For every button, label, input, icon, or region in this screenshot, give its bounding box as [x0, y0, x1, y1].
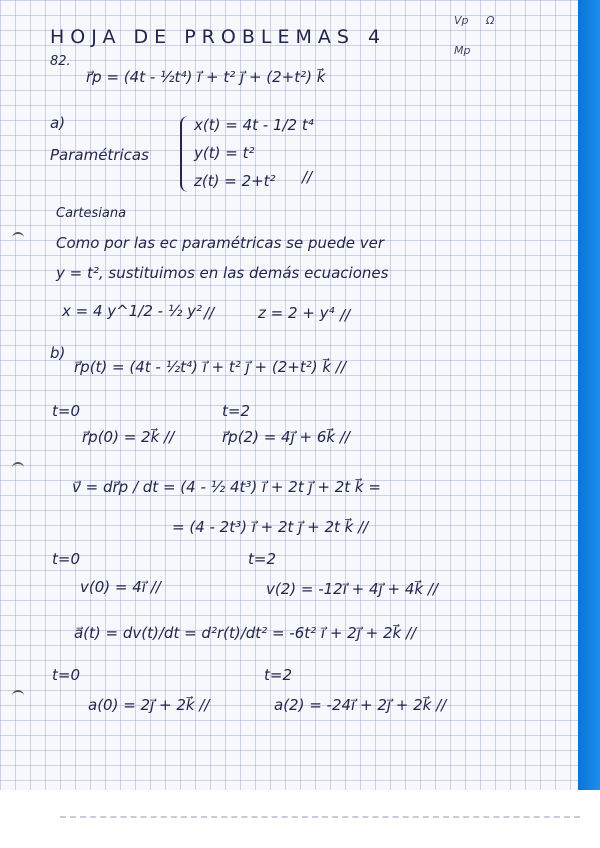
t0-label: t=0	[52, 550, 80, 568]
check-mark: //	[204, 304, 215, 322]
corner-note	[452, 12, 522, 67]
scan-shadow	[60, 816, 580, 820]
a2-result: a(2) = -24i⃗ + 2j⃗ + 2k⃗ //	[274, 696, 447, 714]
a0-result: a(0) = 2j⃗ + 2k⃗ //	[88, 696, 210, 714]
acceleration-definition: a⃗(t) = dv(t)/dt = d²r(t)/dt² = -6t² i⃗ + 2j⃗ + 2k⃗ //	[74, 624, 417, 642]
cartesian-z-equation: z = 2 + y⁴	[258, 304, 335, 322]
check-mark: //	[302, 168, 313, 186]
problem-equation: r⃗p = (4t - ½t⁴) i⃗ + t² j⃗ + (2+t²) k⃗	[86, 68, 326, 86]
t0-label: t=0	[52, 666, 80, 684]
check-mark: //	[340, 306, 351, 324]
z-param-equation: z(t) = 2+t²	[194, 172, 276, 190]
part-a-label: a)	[50, 114, 66, 132]
punch-hole-mark	[12, 690, 24, 698]
v0-result: v(0) = 4i⃗ //	[80, 578, 161, 596]
rp2-result: r⃗p(2) = 4j⃗ + 6k⃗ //	[222, 428, 350, 446]
brace	[180, 116, 190, 192]
punch-hole-mark	[12, 232, 24, 240]
page-title: HOJA DE PROBLEMAS	[50, 26, 355, 48]
text-line: y = t², sustituimos en las demás ecuaciones	[56, 264, 389, 282]
rp0-result: r⃗p(0) = 2k⃗ //	[82, 428, 175, 446]
cartesiana-label: Cartesiana	[56, 206, 127, 221]
rp-equation: r⃗p(t) = (4t - ½t⁴) i⃗ + t² j⃗ + (2+t²) k⃗ //	[74, 358, 346, 376]
y-param-equation: y(t) = t²	[194, 144, 255, 162]
t2-label: t=2	[264, 666, 292, 684]
velocity-definition: v⃗ = dr⃗p / dt = (4 - ½ 4t³) i⃗ + 2t j⃗ + 2t k⃗ =	[72, 478, 381, 496]
t2-label: t=2	[248, 550, 276, 568]
corner-note-line: Mp	[454, 44, 471, 57]
t0-label: t=0	[52, 402, 80, 420]
page-number: 4	[368, 26, 387, 48]
corner-note-line: Ω	[486, 14, 495, 27]
velocity-simplified: = (4 - 2t³) i⃗ + 2t j⃗ + 2t k⃗ //	[172, 518, 369, 536]
punch-hole-mark	[12, 462, 24, 470]
t2-label: t=2	[222, 402, 250, 420]
parametricas-label: Paramétricas	[50, 146, 149, 164]
part-b-label: b)	[50, 344, 66, 362]
v2-result: v(2) = -12i⃗ + 4j⃗ + 4k⃗ //	[266, 580, 438, 598]
corner-note-line: Vp	[454, 14, 469, 27]
cartesian-x-equation: x = 4 y^1/2 - ½ y²	[62, 302, 203, 320]
notebook-binding-strip	[578, 0, 600, 790]
x-param-equation: x(t) = 4t - 1/2 t⁴	[194, 116, 314, 134]
text-line: Como por las ec paramétricas se puede ver	[56, 234, 385, 252]
problem-number: 82.	[50, 54, 71, 69]
